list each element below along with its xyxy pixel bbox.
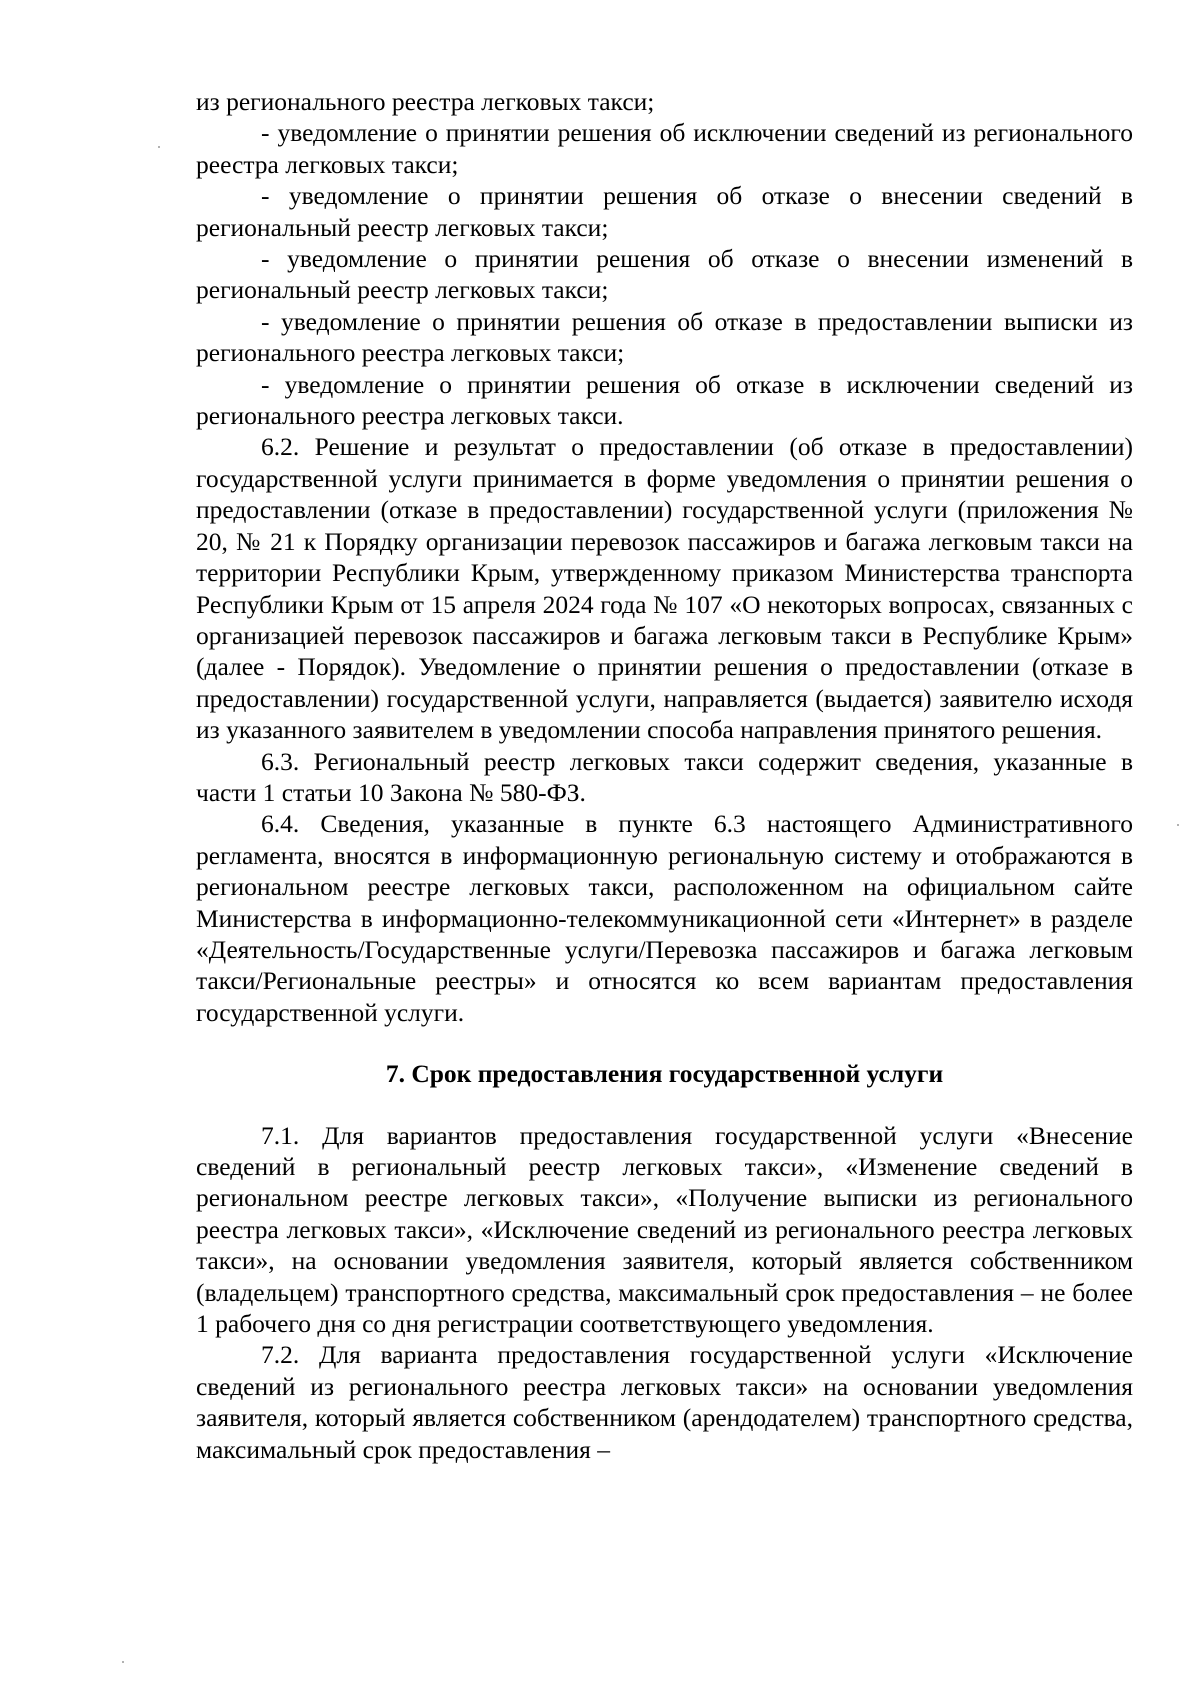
clause-6-4: 6.4. Сведения, указанные в пункте 6.3 настоящего Административного регламента, вносятся в информационную региональную систему и отображаются в региональном реестре легковых такси, расположенном на официальном сайте Министерства в информационно-телекоммуникационной сети «Интернет» в разделе «Деятельность/Государственные услуги/Перевозка пассажиров и багажа легковым такси/Региональные реестры» и относятся ко всем вариантам предоставления государственной услуги. bbox=[196, 809, 1133, 1027]
section-heading: 7. Срок предоставления государственной услуги bbox=[385, 1059, 944, 1089]
list-item-refusal-extract-notice: - уведомление о принятии решения об отказе в предоставлении выписки из регионального реестра легковых такси; bbox=[196, 306, 1133, 368]
scan-speck bbox=[158, 146, 160, 148]
list-item-refusal-change-notice: - уведомление о принятии решения об отказе о внесении изменений в региональный реестр легковых такси; bbox=[196, 244, 1133, 305]
document-page bbox=[196, 86, 1133, 1465]
list-item-refusal-entry-notice: - уведомление о принятии решения об отказе о внесении сведений в региональный реестр легковых такси; bbox=[196, 181, 1133, 242]
clause-6-3: 6.3. Региональный реестр легковых такси содержит сведения, указанные в части 1 статьи 10 Закона № 580-ФЗ. bbox=[196, 746, 1133, 807]
clause-7-1: 7.1. Для вариантов предоставления государственной услуги «Внесение сведений в региональный реестр легковых такси», «Изменение сведений в региональном реестре легковых такси», «Получение выписки из регионального реестра легковых такси», «Исключение сведений из регионального реестра легковых такси», на основании уведомления заявителя, который является собственником (владельцем) транспортного средства, максимальный срок предоставления – не более 1 рабочего дня со дня регистрации соответствующего уведомления. bbox=[196, 1120, 1133, 1339]
list-item-refusal-exclusion-notice: - уведомление о принятии решения об отказе в исключении сведений из регионального реестра легковых такси. bbox=[196, 369, 1133, 431]
clause-7-2: 7.2. Для варианта предоставления государственной услуги «Исключение сведений из регионального реестра легковых такси» на основании уведомления заявителя, который является собственником (арендодателем) транспортного средства, максимальный срок предоставления – bbox=[196, 1340, 1133, 1464]
list-item-exclusion-notice: - уведомление о принятии решения об исключении сведений из регионального реестра легковых такси; bbox=[196, 118, 1133, 179]
scan-speck bbox=[122, 1661, 124, 1663]
clause-6-2: 6.2. Решение и результат о предоставлении (об отказе в предоставлении) государственной услуги принимается в форме уведомления о принятии решения о предоставлении (отказе в предоставлении) государственной услуги (приложения № 20, № 21 к Порядку организации перевозок пассажиров и багажа легковым такси на территории Республики Крым, утвержденному приказом Министерства транспорта Республики Крым от 15 апреля 2024 года № 107 «О некоторых вопросах, связанных с организацией перевозок пассажиров и багажа легковым такси в Республике Крым» (далее - Порядок). Уведомление о принятии решения о предоставлении (отказе в предоставлении) государственной услуги, направляется (выдается) заявителю исходя из указанного заявителем в уведомлении способа направления принятого решения. bbox=[196, 432, 1133, 745]
paragraph-continuation: из регионального реестра легковых такси; bbox=[196, 87, 655, 116]
scan-speck bbox=[1177, 824, 1179, 826]
